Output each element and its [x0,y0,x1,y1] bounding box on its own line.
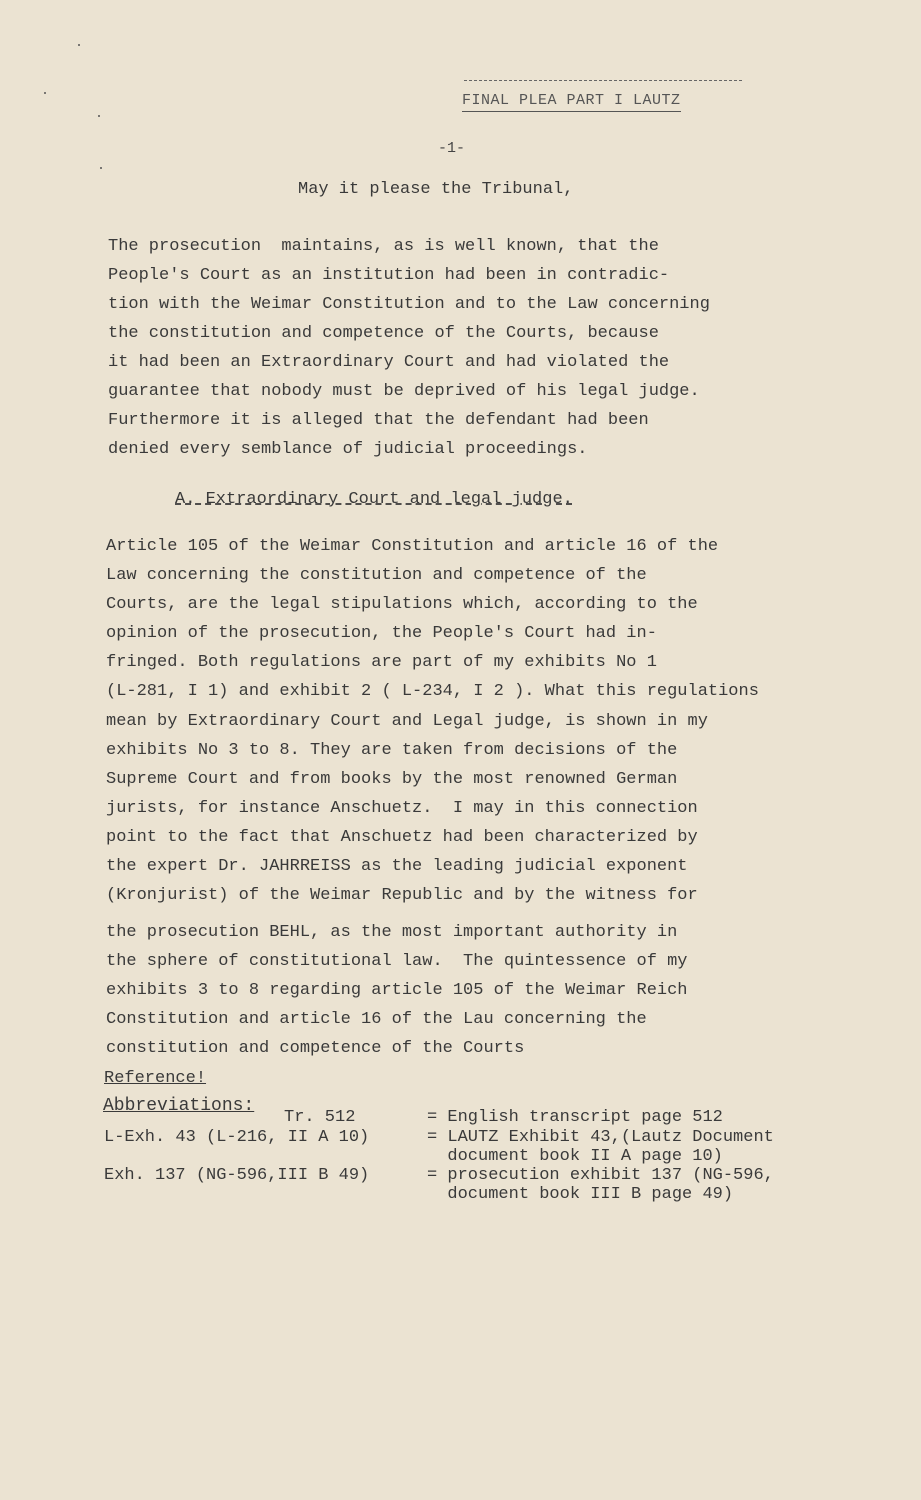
paper-speck [100,167,102,169]
abbreviation-term: Exh. 137 (NG-596,III B 49) [104,1166,370,1185]
paragraph-line: (Kronjurist) of the Weimar Republic and by the witness for [106,886,698,905]
abbreviation-term: Tr. 512 [284,1108,356,1127]
paragraph-line: point to the fact that Anschuetz had been characterized by [106,828,698,847]
paragraph-line: jurists, for instance Anschuetz. I may in this connection [106,799,698,818]
paragraph-line: denied every semblance of judicial proceedings. [108,440,588,459]
abbreviation-definition: = English transcript page 512 [427,1108,723,1127]
paragraph-line: Article 105 of the Weimar Constitution and article 16 of the [106,537,719,556]
abbreviation-definition: = LAUTZ Exhibit 43,(Lautz Document [427,1128,774,1147]
paragraph-line: it had been an Extraordinary Court and had violated the [108,353,670,372]
paragraph-line: The prosecution maintains, as is well known, that the [108,237,659,256]
paragraph-line: Furthermore it is alleged that the defendant had been [108,411,649,430]
paragraph-line: constitution and competence of the Courts [106,1039,525,1058]
reference-label: Reference! [104,1069,207,1088]
paragraph-line: Courts, are the legal stipulations which, according to the [106,595,698,614]
paragraph-line: the sphere of constitutional law. The quintessence of my [106,952,688,971]
paragraph-line: Supreme Court and from books by the most renowned German [106,770,678,789]
paper-speck [98,115,100,117]
paragraph-line: opinion of the prosecution, the People's Court had in- [106,624,657,643]
abbreviation-definition: document book III B page 49) [427,1185,734,1204]
header-title: FINAL PLEA PART I LAUTZ [462,92,681,112]
paragraph-line: exhibits No 3 to 8. They are taken from decisions of the [106,741,678,760]
paper-speck [44,92,46,94]
page-number: -1- [438,140,466,157]
abbreviation-term: L-Exh. 43 (L-216, II A 10) [104,1128,370,1147]
abbreviation-definition: = prosecution exhibit 137 (NG-596, [427,1166,774,1185]
paragraph-line: mean by Extraordinary Court and Legal judge, is shown in my [106,712,708,731]
paragraph-line: (L-281, I 1) and exhibit 2 ( L-234, I 2 ). What this regulations [106,682,759,701]
abbreviation-definition: document book II A page 10) [427,1147,723,1166]
paragraph-line: fringed. Both regulations are part of my exhibits No 1 [106,653,657,672]
paragraph-line: People's Court as an institution had been in contradic- [108,266,670,285]
paragraph-line: the expert Dr. JAHRREISS as the leading judicial exponent [106,857,688,876]
paragraph-line: the prosecution BEHL, as the most important authority in [106,923,678,942]
header-rule [464,80,742,81]
section-heading: A. Extraordinary Court and legal judge. [175,490,573,509]
paragraph-line: exhibits 3 to 8 regarding article 105 of the Weimar Reich [106,981,688,1000]
paper-speck [78,44,80,46]
salutation: May it please the Tribunal, [298,180,574,199]
abbreviations-title: Abbreviations: [103,1096,255,1116]
paragraph-line: guarantee that nobody must be deprived of his legal judge. [108,382,700,401]
paragraph-line: tion with the Weimar Constitution and to the Law concerning [108,295,710,314]
paragraph-line: Law concerning the constitution and competence of the [106,566,647,585]
paragraph-line: the constitution and competence of the Courts, because [108,324,659,343]
paragraph-line: Constitution and article 16 of the Lau concerning the [106,1010,647,1029]
